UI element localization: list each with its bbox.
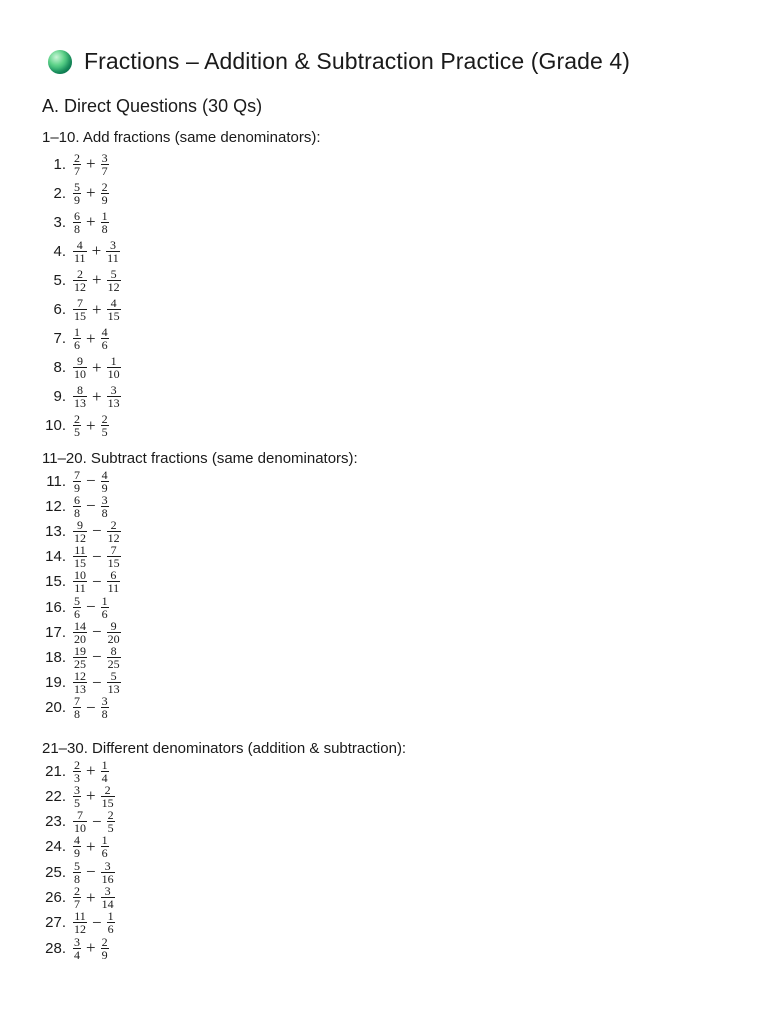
numerator: 5: [110, 266, 117, 281]
denominator: 25: [74, 656, 86, 671]
question-number: 24.: [45, 838, 66, 856]
denominator: 11: [107, 581, 120, 596]
denominator: 5: [74, 795, 80, 810]
fraction-a: [73, 910, 87, 935]
denominator: 13: [74, 396, 86, 411]
numerator: 5: [110, 669, 117, 684]
fraction-b: [107, 670, 121, 695]
question-number: 16.: [45, 598, 66, 616]
denominator: 10: [107, 367, 120, 382]
numerator: 8: [77, 383, 83, 398]
fraction-a: [73, 297, 87, 322]
question-number: 25.: [45, 863, 66, 881]
operator: −: [92, 672, 102, 692]
question-row: [42, 150, 109, 178]
operator: +: [86, 328, 96, 348]
numerator: 2: [74, 150, 80, 165]
numerator: 3: [110, 383, 117, 398]
question-row: [42, 858, 115, 886]
denominator: 15: [107, 556, 120, 571]
denominator: 15: [74, 556, 86, 571]
fraction-b: [101, 469, 109, 494]
numerator: 6: [110, 568, 117, 583]
fraction-b: [106, 239, 120, 264]
question-number: 17.: [45, 623, 66, 641]
fraction-b: [101, 695, 109, 720]
numerator: 4: [76, 237, 83, 252]
numerator: 4: [74, 833, 80, 848]
operator: −: [92, 811, 102, 831]
denominator: 12: [107, 279, 120, 294]
denominator: 4: [74, 947, 80, 962]
operator: +: [86, 938, 96, 958]
fraction-a: [73, 469, 81, 494]
operator: +: [91, 241, 102, 261]
denominator: 11: [74, 581, 86, 596]
question-row: [42, 593, 109, 621]
fraction-b: [101, 784, 115, 809]
operator: +: [86, 212, 96, 232]
denominator: 6: [101, 846, 108, 861]
numerator: 7: [77, 296, 83, 310]
question-row: [42, 383, 121, 411]
fraction-b: [107, 620, 121, 645]
question-row: [42, 757, 109, 785]
question-number: 6.: [53, 301, 66, 318]
numerator: 1: [107, 909, 114, 924]
fraction-b: [101, 152, 109, 177]
numerator: 11: [74, 543, 86, 558]
question-number: 26.: [45, 889, 66, 906]
question-row: [42, 237, 120, 265]
operator: +: [86, 786, 96, 806]
numerator: 2: [74, 757, 80, 772]
numerator: 1: [101, 833, 108, 848]
question-number: 8.: [53, 359, 66, 377]
denominator: 13: [107, 682, 120, 697]
operator: −: [86, 597, 96, 616]
fraction-b: [101, 326, 109, 351]
question-row: [42, 694, 109, 722]
question-row: [42, 492, 109, 520]
operator: +: [92, 299, 102, 319]
denominator: 15: [74, 309, 86, 323]
operator: +: [86, 154, 96, 173]
question-number: 22.: [45, 787, 66, 805]
question-row: [42, 266, 121, 294]
fraction-a: [73, 936, 81, 961]
operator: +: [92, 357, 102, 377]
fraction-a: [73, 181, 81, 206]
numerator: 2: [101, 179, 108, 194]
denominator: 9: [74, 192, 80, 207]
denominator: 6: [101, 338, 108, 353]
denominator: 5: [101, 425, 108, 440]
numerator: 3: [101, 694, 108, 709]
numerator: 2: [77, 266, 83, 281]
denominator: 12: [74, 922, 86, 937]
fraction-a: [73, 885, 81, 910]
denominator: 20: [74, 631, 86, 646]
fraction-a: [73, 759, 81, 784]
question-row: [42, 325, 109, 353]
denominator: 11: [107, 250, 119, 265]
numerator: 7: [77, 808, 83, 823]
question-row: [42, 643, 121, 671]
fraction-b: [107, 519, 121, 544]
numerator: 2: [74, 884, 80, 898]
fraction-b: [101, 885, 115, 910]
denominator: 6: [101, 606, 108, 621]
fraction-b: [107, 355, 121, 380]
numerator: 9: [110, 618, 117, 633]
numerator: 4: [110, 296, 117, 310]
operator: −: [92, 546, 102, 566]
question-number: 7.: [53, 330, 66, 348]
section-heading: A. Direct Questions (30 Qs): [42, 96, 263, 116]
numerator: 2: [104, 782, 111, 797]
denominator: 8: [74, 221, 80, 236]
group-heading: 21–30. Different denominators (addition & subtraction):: [42, 740, 407, 757]
fraction-a: [73, 595, 81, 620]
numerator: 7: [74, 467, 80, 482]
operator: −: [86, 496, 96, 516]
question-row: [42, 467, 109, 495]
operator: −: [86, 697, 96, 717]
fraction-a: [73, 670, 87, 695]
question-number: 3.: [53, 213, 66, 231]
question-number: 9.: [53, 388, 66, 406]
question-number: 11.: [46, 472, 66, 490]
denominator: 9: [74, 846, 80, 861]
denominator: 15: [107, 309, 120, 323]
fraction-a: [73, 620, 87, 645]
numerator: 8: [110, 643, 117, 658]
denominator: 9: [101, 480, 108, 495]
operator: −: [92, 912, 102, 932]
question-row: [42, 412, 109, 440]
question-number: 27.: [45, 914, 66, 932]
denominator: 6: [74, 606, 80, 621]
fraction-b: [101, 936, 109, 961]
operator: −: [92, 647, 102, 667]
operator: +: [86, 887, 96, 907]
question-row: [42, 884, 115, 912]
denominator: 14: [101, 897, 114, 911]
numerator: 1: [110, 354, 117, 369]
fraction-b: [101, 181, 109, 206]
operator: −: [86, 862, 96, 882]
fraction-a: [73, 834, 81, 859]
denominator: 8: [101, 505, 108, 520]
globe-icon: [48, 50, 72, 74]
denominator: 6: [74, 338, 80, 353]
numerator: 9: [77, 354, 83, 369]
question-number: 14.: [45, 548, 66, 566]
fraction-a: [73, 413, 81, 438]
fraction-b: [101, 413, 109, 438]
fraction-b: [107, 544, 121, 569]
fraction-a: [73, 355, 87, 380]
numerator: 3: [104, 858, 111, 873]
numerator: 3: [74, 782, 80, 797]
question-row: [42, 808, 115, 836]
numerator: 7: [74, 694, 80, 709]
numerator: 1: [101, 757, 108, 772]
fraction-b: [101, 860, 115, 885]
denominator: 5: [107, 821, 114, 836]
numerator: 11: [74, 909, 86, 924]
numerator: 7: [110, 543, 117, 558]
operator: +: [86, 761, 96, 780]
numerator: 2: [101, 412, 108, 427]
denominator: 6: [107, 922, 114, 937]
question-number: 10.: [45, 417, 66, 435]
numerator: 3: [74, 934, 80, 949]
question-number: 5.: [53, 271, 66, 289]
numerator: 6: [74, 208, 80, 223]
denominator: 15: [101, 795, 114, 810]
numerator: 3: [109, 237, 116, 252]
numerator: 12: [74, 669, 86, 684]
denominator: 9: [74, 480, 80, 495]
numerator: 3: [104, 884, 111, 898]
fraction-a: [73, 326, 81, 351]
numerator: 4: [101, 467, 108, 482]
question-number: 12.: [45, 497, 66, 515]
numerator: 4: [101, 325, 108, 340]
fraction-a: [73, 860, 81, 885]
denominator: 10: [74, 367, 86, 382]
question-row: [42, 517, 121, 545]
fraction-a: [73, 695, 81, 720]
numerator: 10: [74, 568, 86, 583]
question-row: [42, 782, 115, 810]
fraction-b: [101, 494, 109, 519]
fraction-b: [107, 910, 115, 935]
question-number: 2.: [53, 184, 66, 202]
numerator: 6: [74, 492, 80, 507]
operator: −: [92, 571, 102, 591]
question-row: [42, 543, 121, 571]
question-number: 19.: [45, 674, 66, 692]
question-row: [42, 833, 109, 861]
fraction-a: [73, 239, 87, 264]
question-number: 13.: [45, 522, 66, 540]
numerator: 2: [101, 934, 108, 949]
denominator: 8: [101, 221, 108, 236]
question-row: [42, 669, 121, 697]
fraction-b: [107, 384, 121, 409]
operator: +: [92, 270, 102, 290]
denominator: 25: [107, 656, 120, 671]
fraction-a: [73, 544, 87, 569]
question-number: 20.: [45, 699, 66, 717]
numerator: 2: [110, 517, 117, 532]
numerator: 1: [101, 593, 108, 608]
fraction-b: [101, 210, 109, 235]
numerator: 2: [74, 412, 80, 427]
question-number: 21.: [45, 762, 66, 780]
numerator: 3: [101, 150, 108, 165]
numerator: 19: [74, 643, 86, 658]
denominator: 4: [101, 770, 108, 785]
operator: +: [92, 386, 102, 406]
question-number: 23.: [45, 813, 66, 831]
title-row: [48, 48, 630, 75]
numerator: 5: [74, 858, 80, 873]
denominator: 3: [74, 770, 80, 785]
denominator: 12: [107, 530, 120, 545]
question-row: [42, 909, 115, 937]
denominator: 9: [101, 192, 108, 207]
page-title: Fractions – Addition & Subtraction Practice (Grade 4): [84, 48, 631, 74]
question-row: [42, 296, 121, 324]
operator: +: [86, 183, 96, 203]
denominator: 12: [74, 279, 86, 294]
denominator: 10: [74, 821, 86, 836]
question-number: 1.: [53, 155, 66, 173]
fraction-b: [101, 834, 109, 859]
group-heading: 11–20. Subtract fractions (same denominators):: [42, 450, 358, 467]
fraction-a: [73, 519, 87, 544]
numerator: 14: [74, 618, 86, 633]
denominator: 9: [101, 947, 108, 962]
fraction-b: [107, 569, 121, 594]
question-row: [42, 618, 121, 646]
fraction-b: [101, 759, 109, 784]
fraction-b: [101, 595, 109, 620]
denominator: 7: [74, 897, 80, 911]
operator: −: [92, 622, 102, 642]
numerator: 5: [74, 593, 80, 608]
question-row: [42, 568, 120, 596]
denominator: 11: [74, 250, 86, 265]
denominator: 7: [101, 163, 108, 178]
numerator: 1: [101, 208, 108, 223]
denominator: 7: [74, 163, 80, 178]
denominator: 12: [74, 530, 86, 545]
denominator: 20: [107, 631, 120, 646]
operator: −: [86, 471, 96, 490]
denominator: 16: [101, 871, 114, 886]
question-row: [42, 354, 121, 382]
question-row: [42, 934, 109, 962]
denominator: 8: [74, 707, 80, 722]
operator: −: [92, 521, 102, 541]
numerator: 5: [74, 179, 80, 194]
numerator: 2: [107, 808, 114, 823]
fraction-a: [73, 809, 87, 834]
fraction-a: [73, 645, 87, 670]
fraction-a: [73, 384, 87, 409]
group-heading: 1–10. Add fractions (same denominators):: [42, 129, 321, 146]
denominator: 8: [101, 707, 108, 722]
fraction-b: [107, 268, 121, 293]
operator: +: [86, 836, 96, 856]
numerator: 9: [77, 517, 83, 532]
question-row: [42, 208, 109, 236]
denominator: 8: [74, 505, 80, 520]
fraction-a: [73, 210, 81, 235]
fraction-b: [107, 645, 121, 670]
question-number: 28.: [45, 939, 66, 957]
fraction-b: [107, 809, 115, 834]
fraction-b: [107, 297, 121, 322]
denominator: 8: [74, 871, 80, 886]
question-number: 4.: [53, 242, 66, 260]
denominator: 5: [74, 425, 80, 440]
question-number: 18.: [45, 648, 66, 666]
fraction-a: [73, 152, 81, 177]
fraction-a: [73, 268, 87, 293]
question-row: [42, 179, 109, 207]
fraction-a: [73, 784, 81, 809]
question-number: 15.: [45, 573, 66, 591]
fraction-a: [73, 494, 81, 519]
numerator: 3: [101, 492, 108, 507]
denominator: 13: [107, 396, 120, 411]
fraction-a: [73, 569, 87, 594]
numerator: 1: [74, 325, 80, 340]
denominator: 13: [74, 682, 86, 697]
operator: +: [86, 415, 96, 435]
